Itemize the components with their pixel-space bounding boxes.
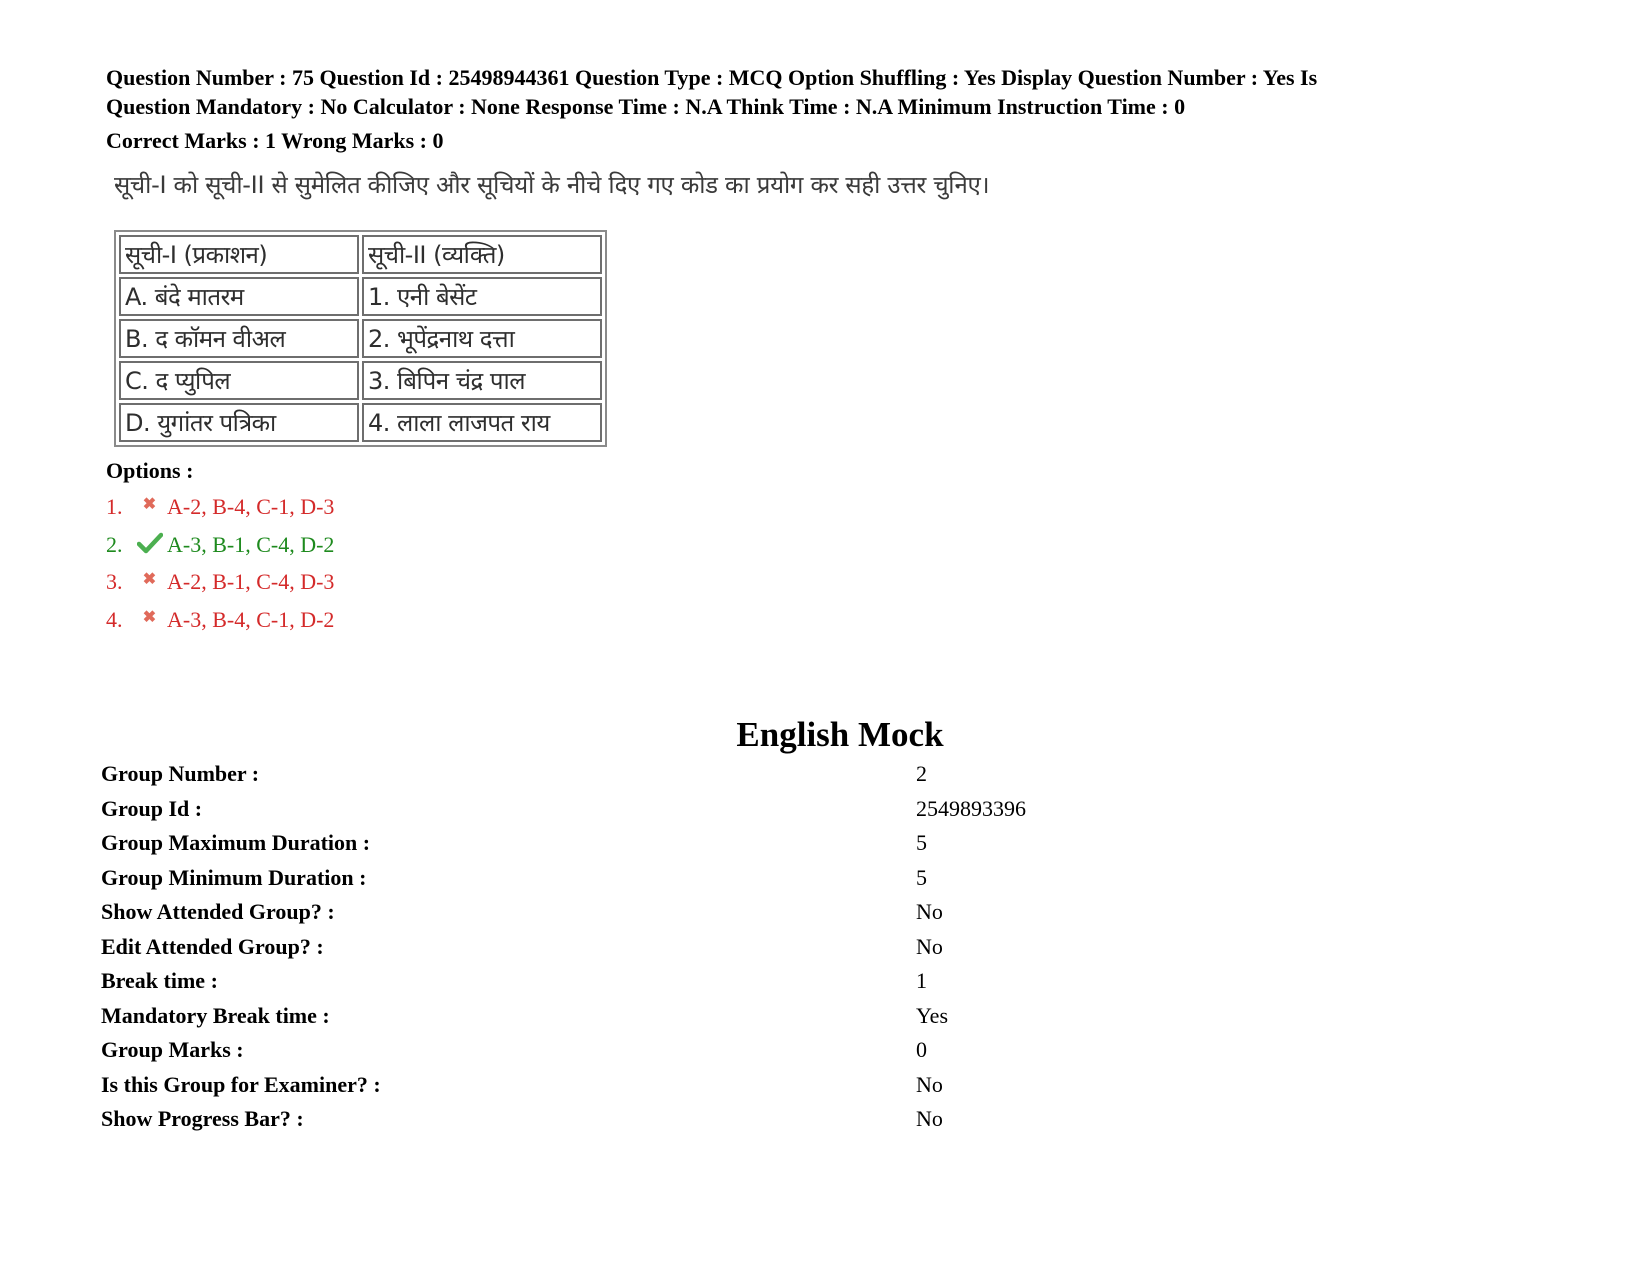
group-info-label: Group Maximum Duration : [101,830,371,855]
option-text: A-3, B-4, C-1, D-2 [167,606,335,632]
option-1 [106,494,334,532]
option-3 [106,569,334,607]
list-1-header: सूची-I (प्रकाशन) [119,235,359,274]
match-table [114,230,607,447]
group-info-label: Group Number : [101,761,260,786]
group-info-value: Yes [916,1002,949,1028]
list-2-item: 2. भूपेंद्रनाथ दत्ता [362,319,602,358]
group-info-label: Group Marks : [101,1037,244,1062]
option-number: 3. [106,569,123,594]
group-info-label: Edit Attended Group? : [101,933,324,959]
group-info-value: 2549893396 [916,795,1026,821]
option-number: 4. [106,606,123,632]
list-1-item: C. द प्युपिल [119,361,359,400]
list-2-header: सूची-II (व्यक्ति) [362,235,602,274]
group-info-label: Show Attended Group? : [101,899,335,924]
group-info-value: 5 [916,864,927,890]
list-2-item: 1. एनी बेसेंट [362,277,602,316]
group-info-label: Group Minimum Duration : [101,864,367,890]
options-label: Options : [106,458,194,483]
option-text: A-3, B-1, C-4, D-2 [167,531,335,557]
question-meta-line-1: Question Number : 75 Question Id : 25498944361 Question Type : MCQ Option Shuffling : Yes Display Question Number : Yes Is [106,65,1318,90]
group-info-label: Mandatory Break time : [101,1002,330,1028]
group-info-label: Is this Group for Examiner? : [101,1071,381,1097]
group-info-value: No [916,1071,943,1097]
cross-icon: ✖ [142,496,157,513]
group-info-label: Break time : [101,968,218,993]
option-number: 2. [106,531,123,557]
question-metadata [106,63,1546,155]
list-1-item: B. द कॉमन वीअल [119,319,359,358]
group-info-label: Group Id : [101,795,203,821]
cross-icon: ✖ [142,571,157,588]
option-text: A-2, B-4, C-1, D-3 [167,494,335,519]
match-table-header [119,235,602,274]
list-2-item: 3. बिपिन चंद्र पाल [362,361,602,400]
options-list [106,494,334,644]
option-text: A-2, B-1, C-4, D-3 [167,569,335,594]
question-marks: Correct Marks : 1 Wrong Marks : 0 [106,128,444,153]
question-meta-line-2: Question Mandatory : No Calculator : None Response Time : N.A Think Time : N.A Minimum Instruction Time : 0 [106,94,1186,119]
table-row [119,403,602,442]
group-info-value: No [916,899,943,924]
list-1-item: D. युगांतर पत्रिका [119,403,359,442]
group-info-value: 5 [916,830,927,855]
group-info-value: No [916,933,943,959]
checkmark-icon [132,532,167,554]
option-2 [106,532,334,570]
question-text: सूची-I को सूची-II से सुमेलित कीजिए और सूचियों के नीचे दिए गए कोड का प्रयोग कर सही उत्तर चुनिए। [114,171,990,199]
table-row [119,361,602,400]
group-info-value: 2 [916,761,927,786]
list-1-item: A. बंदे मातरम [119,277,359,316]
group-info-label: Show Progress Bar? : [101,1106,304,1131]
table-row [119,277,602,316]
group-title: English Mock [736,715,944,754]
option-number: 1. [106,494,123,519]
option-4 [106,607,334,645]
table-row [119,319,602,358]
group-info-value: 1 [916,968,927,993]
list-2-item: 4. लाला लाजपत राय [362,403,602,442]
group-info-value: No [916,1106,943,1131]
cross-icon: ✖ [142,608,157,626]
group-info-value: 0 [916,1037,927,1062]
